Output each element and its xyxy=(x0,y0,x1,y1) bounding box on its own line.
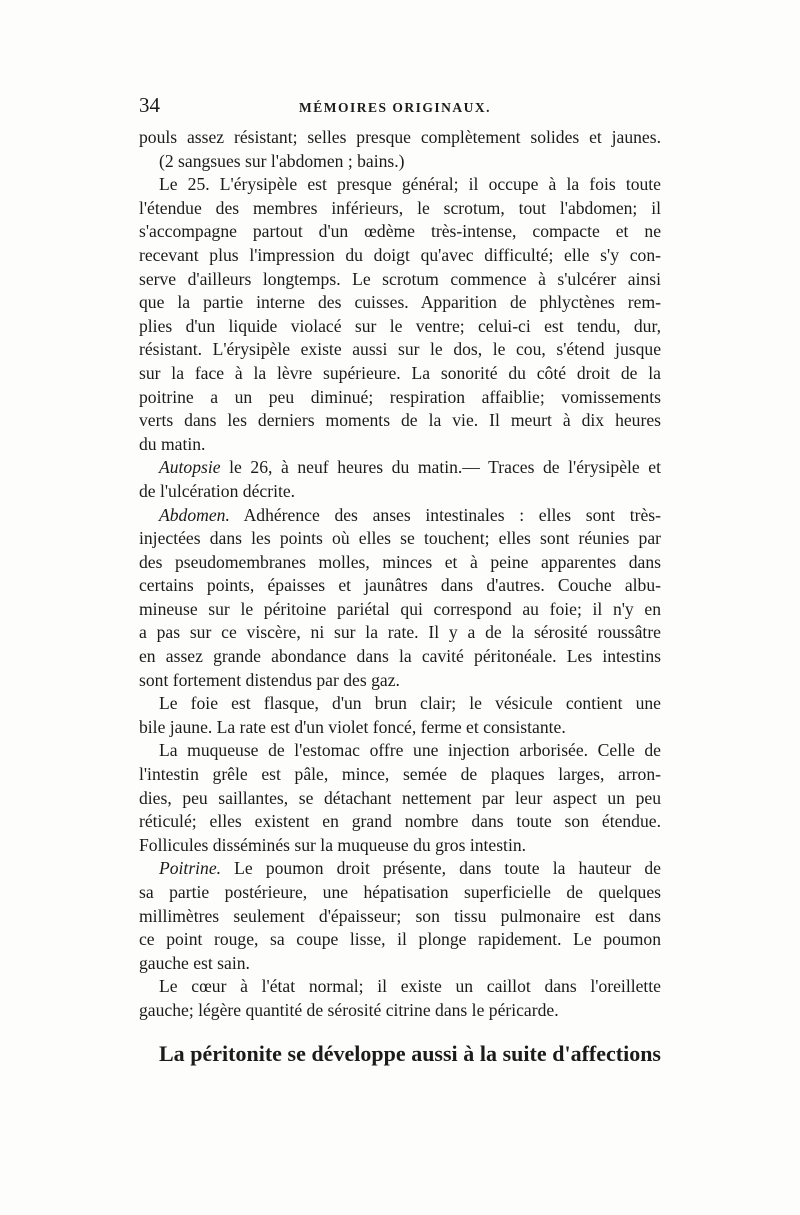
text-line xyxy=(139,857,661,881)
text-line: des pseudomembranes molles, minces et à peine apparentes dans xyxy=(139,551,661,572)
text-run: le 26, à neuf heures du matin.— Traces de l'érysipèle et xyxy=(220,457,661,478)
section-head-poitrine: Poitrine. xyxy=(159,858,222,879)
text-line: poitrine a un peu diminué; respiration affaiblie; vomissements xyxy=(139,386,661,407)
text-line: verts dans les derniers moments de la vie. Il meurt à dix heures xyxy=(139,410,661,431)
text-line: Le cœur à l'état normal; il existe un caillot dans l'oreillette xyxy=(159,976,661,997)
text-line: pouls assez résistant; selles presque complètement solides et jaunes. xyxy=(139,127,661,147)
text-line: gauche; légère quantité de sérosité citrine dans le péricarde. xyxy=(139,999,559,1020)
text-line: dies, peu saillantes, se détachant nettement par leur aspect un peu xyxy=(139,787,661,808)
text-line xyxy=(139,504,661,528)
text-line: sa partie postérieure, une hépatisation superficielle de quelques xyxy=(139,882,661,902)
text-line: La muqueuse de l'estomac offre une injection arborisée. Celle de xyxy=(159,740,661,761)
page-number: 34 xyxy=(139,93,160,117)
paragraph-poitrine xyxy=(139,857,661,975)
text-line: du matin. xyxy=(139,433,206,454)
text-line: Le 25. L'érysipèle est presque général; il occupe à la fois toute xyxy=(159,174,661,195)
text-run: Adhérence des anses intestinales : elles sont très- xyxy=(229,504,661,525)
paragraph-abdomen xyxy=(139,504,661,693)
text-line: Le foie est flasque, d'un brun clair; le vésicule contient une xyxy=(159,693,661,714)
running-title: MÉMOIRES ORIGINAUX. xyxy=(299,100,492,115)
paragraph-foie xyxy=(139,692,661,739)
text-line: l'étendue des membres inférieurs, le scrotum, tout l'abdomen; il xyxy=(139,197,661,218)
text-line: ce point rouge, sa coupe lisse, il plonge rapidement. Le poumon xyxy=(139,929,661,950)
running-head xyxy=(139,94,661,120)
text-line: l'intestin grêle est pâle, mince, semée de plaques larges, arron- xyxy=(139,764,661,785)
text-line: résistant. L'érysipèle existe aussi sur le dos, le cou, s'étend jusque xyxy=(139,339,661,360)
text-line: millimètres seulement d'épaisseur; son tissu pulmonaire est dans xyxy=(139,905,661,926)
text-line: gauche est sain. xyxy=(139,952,250,973)
text-run: Le poumon droit présente, dans toute la hauteur de xyxy=(221,858,661,879)
text-line: Follicules disséminés sur la muqueuse du gros intestin. xyxy=(139,834,527,855)
closing-line: La péritonite se développe aussi à la suite d'affections xyxy=(159,1040,661,1066)
text-line: que la partie interne des cuisses. Apparition de phlyctènes rem- xyxy=(139,292,661,313)
text-block xyxy=(139,94,661,1069)
section-head-abdomen: Abdomen. xyxy=(159,504,230,525)
text-line: a pas sur ce viscère, ni sur la rate. Il y a de la sérosité roussâtre xyxy=(139,622,661,643)
text-line: certains points, épaisses et jaunâtres dans d'autres. Couche albu- xyxy=(139,575,661,596)
text-line: serve d'ailleurs longtemps. Le scrotum commence à s'ulcérer ainsi xyxy=(139,268,661,289)
paragraph-1 xyxy=(139,126,661,173)
text-line: plies d'un liquide violacé sur le ventre; celui-ci est tendu, dur, xyxy=(139,315,661,336)
text-line: bile jaune. La rate est d'un violet foncé, ferme et consistante. xyxy=(139,716,566,737)
text-line: sur la face à la lèvre supérieure. La sonorité du côté droit de la xyxy=(139,362,661,383)
text-line: mineuse sur le péritoine pariétal qui correspond au foie; il n'y en xyxy=(139,598,661,619)
text-line: injectées dans les points où elles se touchent; elles sont réunies par xyxy=(139,528,661,549)
paragraph-autopsie xyxy=(139,456,661,503)
text-line xyxy=(139,456,661,480)
text-line: (2 sangsues sur l'abdomen ; bains.) xyxy=(159,150,405,171)
paragraph-coeur xyxy=(139,975,661,1022)
text-line: s'accompagne partout d'un œdème très-intense, compacte et ne xyxy=(139,221,661,242)
section-head-autopsie: Autopsie xyxy=(159,457,221,478)
text-line: sont fortement distendus par des gaz. xyxy=(139,669,400,690)
paragraph-muqueuse xyxy=(139,739,661,857)
text-line: recevant plus l'impression du doigt qu'avec difficulté; elle s'y con- xyxy=(139,244,661,265)
paragraph-2 xyxy=(139,173,661,456)
text-line: réticulé; elles existent en grand nombre dans toute son étendue. xyxy=(139,811,661,832)
text-line: en assez grande abondance dans la cavité péritonéale. Les intestins xyxy=(139,646,661,667)
text-line: de l'ulcération décrite. xyxy=(139,480,296,501)
